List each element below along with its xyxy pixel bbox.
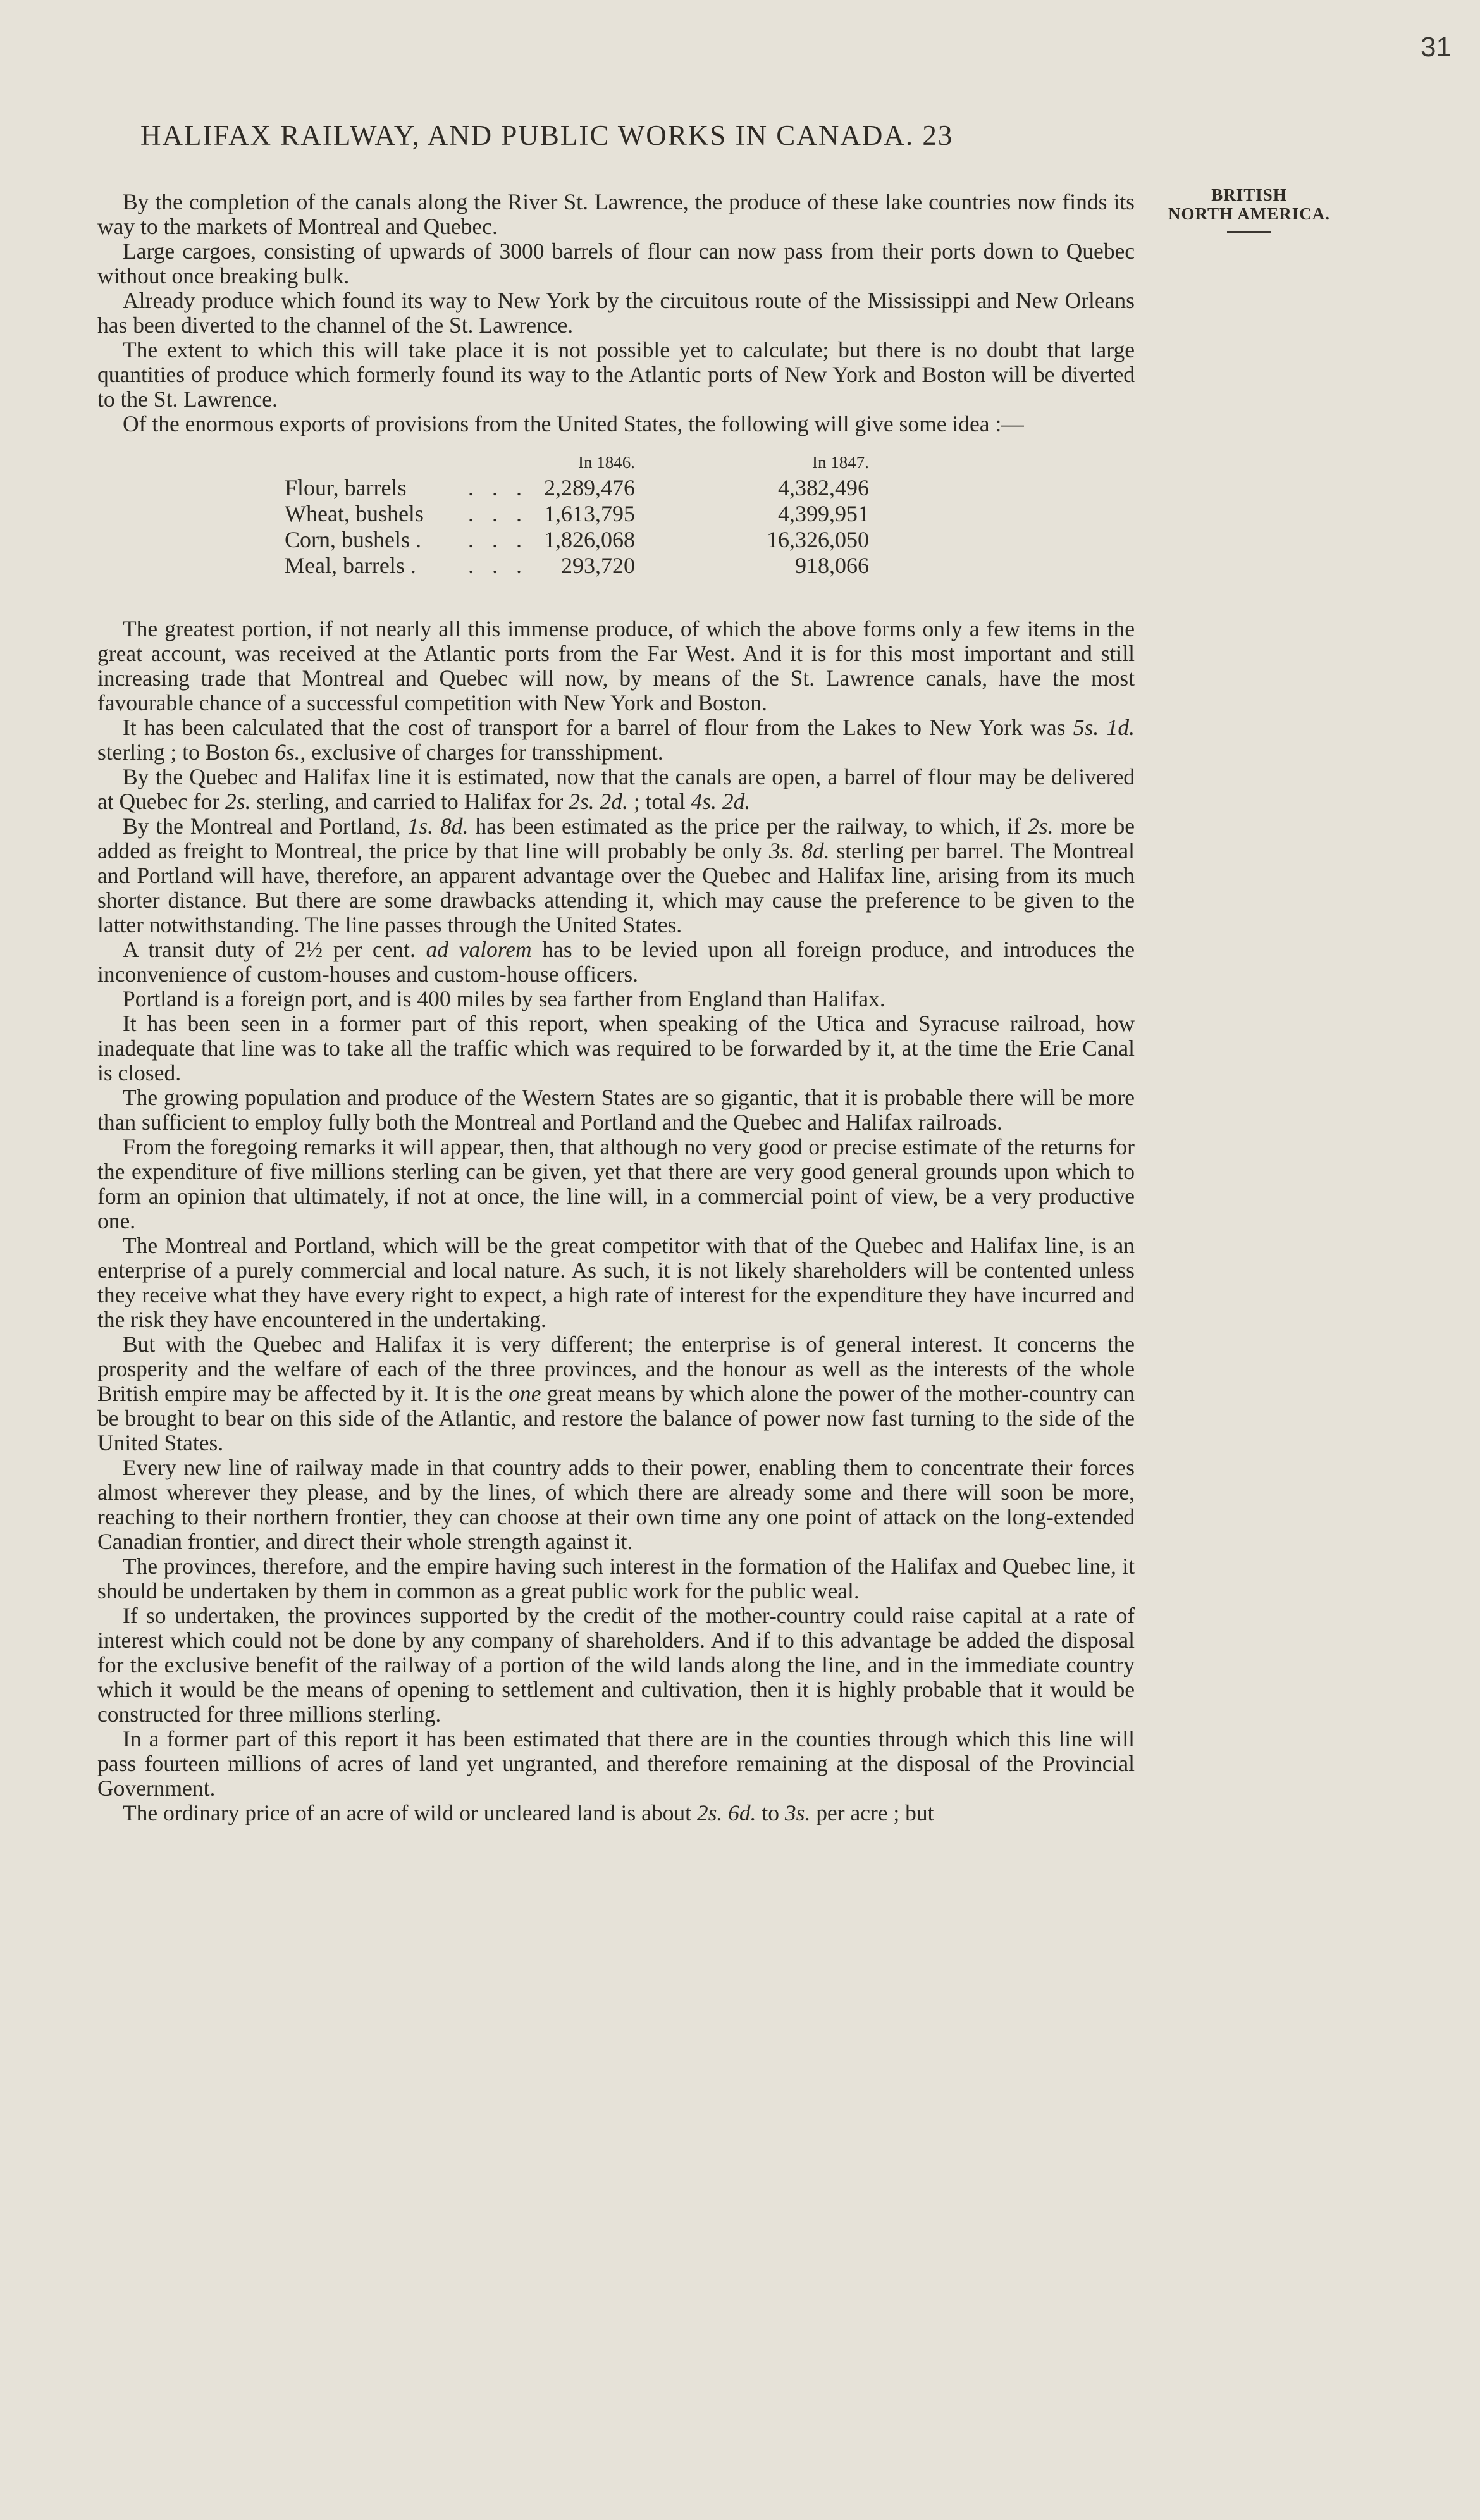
row-value-1846: 2,289,476 xyxy=(544,475,635,500)
currency-span: 2s. 6d. xyxy=(696,1800,756,1825)
paragraph-every-line: Every new line of railway made in that country adds to their power, enabling them to concentrate their forces almost wherever they please, and by the lines, of which there are already some and there will soon be more, reaching to their northern frontier, they can choose at their own time any one point of attack on the long-extended Canadian frontier, and direct their whole strength against it. xyxy=(97,1455,1135,1554)
paragraph-portland: Portland is a foreign port, and is 400 miles by sea farther from England than Halifax. xyxy=(123,986,885,1011)
text-span: more be added as freight to Montreal, the price by that line will probably be only xyxy=(97,813,1135,863)
header-1847: In 1847. xyxy=(812,453,869,472)
latin-phrase: ad valorem xyxy=(426,937,532,962)
table-row xyxy=(285,553,869,579)
body-text xyxy=(97,190,1135,1825)
text-span: , exclusive of charges for transshipment. xyxy=(300,739,663,765)
paragraph-utica: It has been seen in a former part of this report, when speaking of the Utica and Syracuse railroad, how inadequate that line was to take all the traffic which was required to be forwarded by it, at the time the Erie Canal is closed. xyxy=(97,1011,1135,1085)
exports-table-block xyxy=(97,450,1135,579)
row-value-1847: 918,066 xyxy=(795,553,869,578)
header-dots-spacer xyxy=(468,450,529,475)
row-label: Flour, barrels xyxy=(285,475,407,500)
row-value-1846: 293,720 xyxy=(561,553,635,578)
paragraph-undertaken: If so undertaken, the provinces supported by the credit of the mother-country could raise capital at a rate of interest which could not be done by any company of shareholders. And if to this advantage be added the disposal for the exclusive benefit of the railway of a portion of the wild lands along the line, and in the immediate country which it would be the means of opening to settlement and cultivation, then it is highly probable that it would be constructed for three millions sterling. xyxy=(97,1603,1135,1727)
currency-span: 4s. 2d. xyxy=(691,789,751,814)
text-span: has been estimated as the price per the railway, to which, if xyxy=(468,813,1028,839)
paragraph-ordinary-price xyxy=(97,1801,1135,1825)
paragraph-transit-duty xyxy=(97,937,1135,987)
table-row xyxy=(285,501,869,527)
currency-span: 3s. xyxy=(784,1800,811,1825)
header-1846: In 1846. xyxy=(578,453,635,472)
header-label-spacer xyxy=(285,450,468,475)
exports-table xyxy=(285,450,869,579)
row-value-1847: 16,326,050 xyxy=(767,527,869,552)
paragraph-montreal-portland xyxy=(97,814,1135,937)
paragraph-foregoing: From the foregoing remarks it will appear, then, that although no very good or precise estimate of the returns for the expenditure of five millions sterling can be given, yet that there are very good general grounds upon which to form an opinion that ultimately, if not at once, the line will, in a commercial point of view, be a very productive one. xyxy=(97,1134,1135,1233)
paragraph-extent: The extent to which this will take place it is not possible yet to calculate; but there is no doubt that large quantities of produce which formerly found its way to the Atlantic ports of New York and Boston will be diverted to the St. Lawrence. xyxy=(97,337,1135,412)
paragraph-exports-intro: Of the enormous exports of provisions from the United States, the following will give some idea :— xyxy=(123,411,1024,436)
text-span: great means by which alone the power of the mother-country can be brought to bear on this side of the Atlantic, and restore the balance of power now fast turning to the side of the United States. xyxy=(97,1381,1135,1455)
currency-span: 6s. xyxy=(274,739,300,765)
paragraph-completion: By the completion of the canals along the River St. Lawrence, the produce of these lake countries now finds its way to the markets of Montreal and Quebec. xyxy=(97,189,1135,239)
currency-span: 1s. 8d. xyxy=(407,813,469,839)
row-label: Corn, bushels . xyxy=(285,527,421,552)
currency-span: 2s. xyxy=(1028,813,1054,839)
currency-span: 2s. 2d. xyxy=(569,789,628,814)
row-dots: . . . xyxy=(468,527,528,552)
paragraph-already: Already produce which found its way to New York by the circuitous route of the Mississippi and New Orleans has been diverted to the channel of the St. Lawrence. xyxy=(97,288,1135,338)
paragraph-calculated xyxy=(97,715,1135,765)
row-dots: . . . xyxy=(468,475,528,500)
text-span: to xyxy=(756,1800,785,1825)
text-span: It has been calculated that the cost of transport for a barrel of flour from the Lakes to New York was xyxy=(123,715,1073,740)
margin-note xyxy=(1148,185,1350,233)
running-head: HALIFAX RAILWAY, AND PUBLIC WORKS IN CANADA. 23 xyxy=(140,120,954,151)
text-span: By the Quebec and Halifax line it is estimated, now that the canals are open, a barrel of flour may be delivered at Quebec for xyxy=(97,764,1135,814)
text-span: per acre ; but xyxy=(810,1800,934,1825)
currency-span: 5s. 1d. xyxy=(1073,715,1135,740)
paragraph-provinces: The provinces, therefore, and the empire having such interest in the formation of the Halifax and Quebec line, it should be undertaken by them in common as a great public work for the public weal. xyxy=(97,1553,1135,1603)
table-row xyxy=(285,527,869,553)
row-value-1846: 1,613,795 xyxy=(544,501,635,526)
row-dots: . . . xyxy=(468,553,528,578)
row-value-1846: 1,826,068 xyxy=(544,527,635,552)
row-value-1847: 4,382,496 xyxy=(778,475,869,500)
margin-note-line-2: NORTH AMERICA. xyxy=(1168,204,1331,223)
page-number: 31 xyxy=(1421,32,1452,63)
currency-span: 2s. xyxy=(225,789,251,814)
text-span: But with the Quebec and Halifax it is very different; the enterprise is of general interest. It concerns the prosperity and the welfare of each of the three provinces, and the honour as well as the interests of the whole British empire may be affected by it. It is the xyxy=(97,1331,1135,1406)
paragraph-competitor: The Montreal and Portland, which will be the great competitor with that of the Quebec and Halifax line, is an enterprise of a purely commercial and local nature. As such, it is not likely shareholders will be contented unless they receive what they have every right to expect, a high rate of interest for the expenditure they have incurred and the risk they have encountered in the undertaking. xyxy=(97,1233,1135,1332)
paragraph-cargoes: Large cargoes, consisting of upwards of 3000 barrels of flour can now pass from their ports down to Quebec without once breaking bulk. xyxy=(97,238,1135,288)
emphasis-span: one xyxy=(509,1381,541,1406)
text-span: A transit duty of 2½ per cent. xyxy=(123,937,426,962)
row-dots: . . . xyxy=(468,501,528,526)
paragraph-quebec-halifax xyxy=(97,765,1135,814)
exports-table-header-row xyxy=(285,450,869,475)
table-row xyxy=(285,475,869,501)
text-span: sterling per barrel. The Montreal and Portland will have, therefore, an apparent advantage over the Quebec and Halifax line, arising from its much shorter distance. But there are some drawbacks attending it, which may cause the preference to be given to the latter notwithstanding. The line passes through the United States. xyxy=(97,838,1135,937)
row-label: Meal, barrels . xyxy=(285,553,416,578)
paragraph-different xyxy=(97,1332,1135,1455)
margin-note-rule xyxy=(1227,231,1271,233)
paragraph-greatest: The greatest portion, if not nearly all this immense produce, of which the above forms only a few items in the great account, was received at the Atlantic ports from the Far West. And it is for this most important and still increasing trade that Montreal and Quebec will now, by means of the St. Lawrence canals, have the most favourable chance of a successful competition with New York and Boston. xyxy=(97,616,1135,715)
currency-span: 3s. 8d. xyxy=(768,838,830,863)
row-value-1847: 4,399,951 xyxy=(778,501,869,526)
text-span: has to be levied upon all foreign produce, and introduces the inconvenience of custom-houses and custom-house officers. xyxy=(97,937,1135,987)
row-label: Wheat, bushels xyxy=(285,501,424,526)
text-span: The ordinary price of an acre of wild or uncleared land is about xyxy=(123,1800,697,1825)
text-span: sterling, and carried to Halifax for xyxy=(250,789,569,814)
text-span: By the Montreal and Portland, xyxy=(123,813,408,839)
paragraph-growing: The growing population and produce of the Western States are so gigantic, that it is probable there will be more than sufficient to employ fully both the Montreal and Portland and the Quebec and Halifax railroads. xyxy=(97,1085,1135,1135)
margin-note-line-1: BRITISH xyxy=(1211,185,1287,204)
paragraph-former-part: In a former part of this report it has been estimated that there are in the counties through which this line will pass fourteen millions of acres of land yet ungranted, and therefore remaining at the disposal of the Provincial Government. xyxy=(97,1726,1135,1801)
text-span: ; total xyxy=(627,789,691,814)
text-span: sterling ; to Boston xyxy=(97,739,275,765)
